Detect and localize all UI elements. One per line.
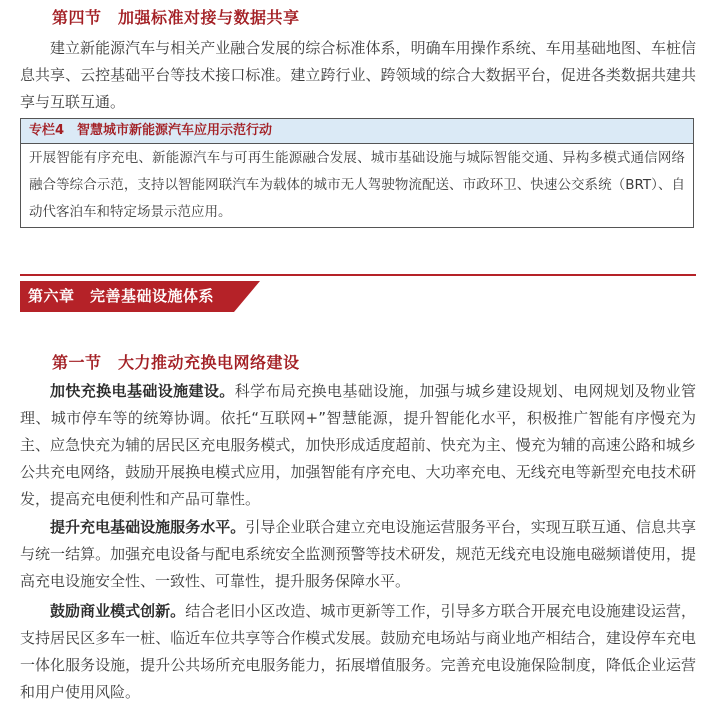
chapter-title: 第六章 完善基础设施体系 [28, 287, 215, 305]
chapter-divider-line [20, 274, 696, 276]
section-title-4: 第四节 加强标准对接与数据共享 [52, 8, 300, 27]
paragraph-text: 引导企业联合建立充电设施运营服务平台，实现互联互通、信息共享与统一结算。加强充电设备与配电系统安全监测预警等技术研发，规范无线充电设施电磁频谱使用，提高充电设施安全性、一致性、可靠性，提升服务保障水平。 [20, 518, 696, 590]
paragraph-lead: 提升充电基础设施服务水平。 [50, 518, 246, 536]
paragraph-lead: 加快充换电基础设施建设。 [50, 382, 235, 400]
chapter-banner [20, 281, 260, 312]
column-box-4 [20, 118, 694, 228]
paragraph-service-level [20, 514, 696, 595]
paragraph-business-model [20, 598, 696, 706]
paragraph-text: 科学布局充换电基础设施，加强与城乡建设规划、电网规划及物业管理、城市停车等的统筹协调。依托“互联网+”智慧能源，提升智能化水平，积极推广智能有序慢充为主、应急快充为辅的居民区充电服务模式，加快形成适度超前、快充为主、慢充为辅的高速公路和城乡公共充电网络，鼓励开展换电模式应用，加强智能有序充电、大功率充电、无线充电等新型充电技术研发，提高充电便利性和产品可靠性。 [20, 382, 696, 508]
section-4-paragraph: 建立新能源汽车与相关产业融合发展的综合标准体系，明确车用操作系统、车用基础地图、车桩信息共享、云控基础平台等技术接口标准。建立跨行业、跨领域的综合大数据平台，促进各类数据共建共享与互联互通。 [20, 39, 696, 111]
paragraph-lead: 鼓励商业模式创新。 [50, 602, 186, 620]
paragraph-charging-construction [20, 378, 696, 513]
section-title-1: 第一节 大力推动充换电网络建设 [52, 353, 300, 372]
column-box-title: 专栏4 智慧城市新能源汽车应用示范行动 [21, 119, 693, 144]
paragraph-text: 结合老旧小区改造、城市更新等工作，引导多方联合开展充电设施建设运营，支持居民区多车一桩、临近车位共享等合作模式发展。鼓励充电场站与商业地产相结合，建设停车充电一体化服务设施，提升公共场所充电服务能力，拓展增值服务。完善充电设施保险制度，降低企业运营和用户使用风险。 [20, 602, 696, 701]
column-box-body: 开展智能有序充电、新能源汽车与可再生能源融合发展、城市基础设施与城际智能交通、异构多模式通信网络融合等综合示范，支持以智能网联汽车为载体的城市无人驾驶物流配送、市政环卫、快速公交系统（BRT）、自动代客泊车和特定场景示范应用。 [29, 150, 685, 220]
